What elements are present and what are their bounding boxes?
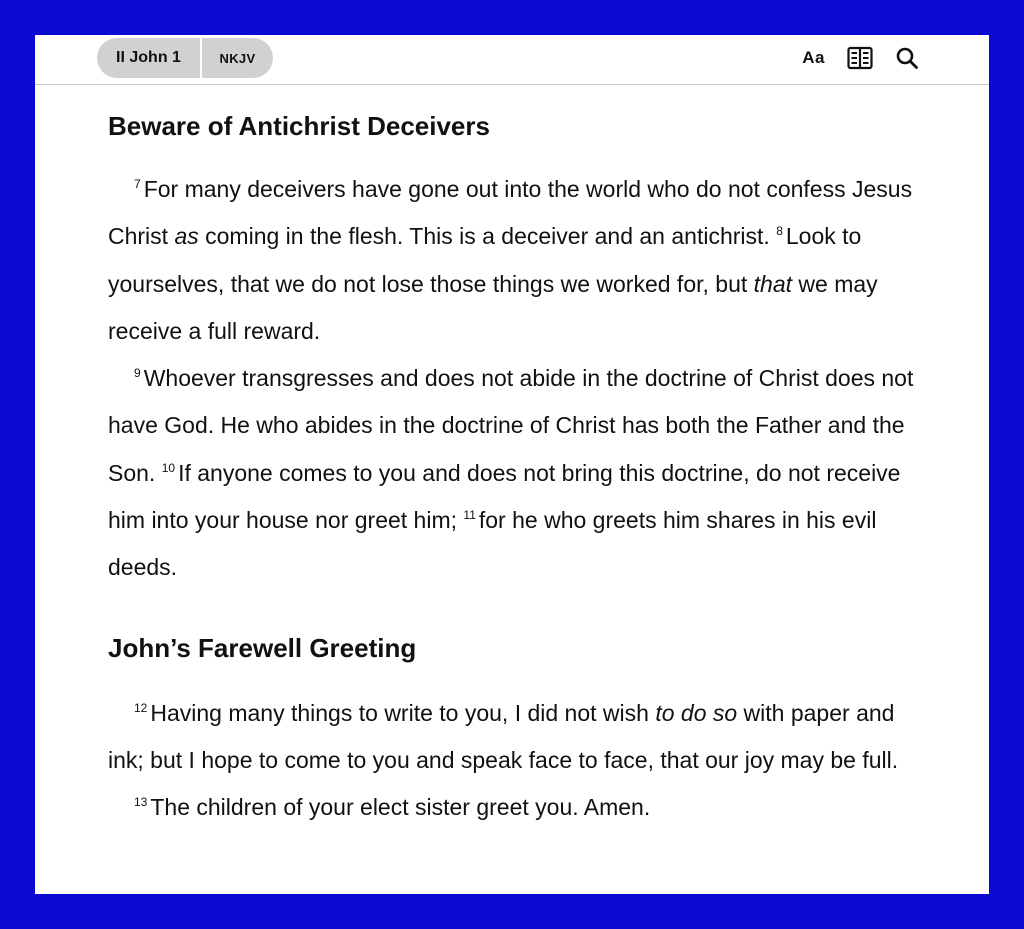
paragraph — [108, 784, 928, 831]
verse-italic-text: to do so — [655, 699, 738, 726]
book-layout-icon[interactable] — [847, 45, 873, 71]
verse-number[interactable]: 7 — [134, 177, 141, 191]
search-icon[interactable] — [895, 45, 919, 71]
verse-number[interactable]: 11 — [463, 508, 476, 523]
verse-text: with paper and ink; but I hope to come to you and speak face to face, that our joy may be full. — [108, 699, 899, 773]
paragraph — [108, 355, 928, 591]
verse-number[interactable]: 13 — [134, 795, 148, 810]
verse-text: for he who greets him shares in his evil deeds. — [108, 507, 877, 581]
verse-text: For many deceivers have gone out into the world who do not confess Jesus Christ — [108, 176, 913, 250]
chapter-version-selector — [97, 38, 273, 78]
font-settings-button[interactable]: Aa — [802, 48, 825, 67]
verse-italic-text: that — [753, 270, 793, 297]
section-heading: John’s Farewell Greeting — [108, 632, 417, 663]
verse-text: Whoever transgresses and does not abide in the doctrine of Christ does not have God. He who abides in the doctrine of Christ has both the Father and the Son. — [108, 365, 914, 486]
verse-number[interactable]: 9 — [134, 366, 141, 381]
verse-number[interactable]: 10 — [161, 460, 176, 475]
verse-text: we may receive a full reward. — [108, 270, 878, 344]
version-button[interactable]: NKJV — [219, 50, 256, 66]
section-heading: Beware of Antichrist Deceivers — [108, 111, 490, 141]
verse-number[interactable]: 12 — [134, 700, 148, 715]
top-toolbar — [35, 35, 989, 85]
verse-text: If anyone comes to you and does not bring this doctrine, do not receive him into your house nor greet him; — [108, 459, 901, 534]
verse-italic-text: as — [174, 223, 199, 250]
reader-window — [35, 35, 989, 894]
verse-text: Look to yourselves, that we do not lose those things we worked for, but — [108, 223, 862, 297]
verse-text: Having many things to write to you, I did not wish — [150, 699, 656, 726]
verse-number[interactable]: 8 — [776, 224, 783, 239]
toolbar-actions — [802, 45, 919, 71]
book-chapter-button[interactable]: II John 1 — [97, 38, 202, 78]
scripture-content — [108, 84, 928, 832]
paragraph — [108, 166, 928, 355]
verse-text: coming in the flesh. This is a deceiver and an antichrist. — [198, 223, 770, 250]
paragraph — [108, 690, 928, 785]
verse-text: The children of your elect sister greet you. Amen. — [150, 794, 651, 821]
